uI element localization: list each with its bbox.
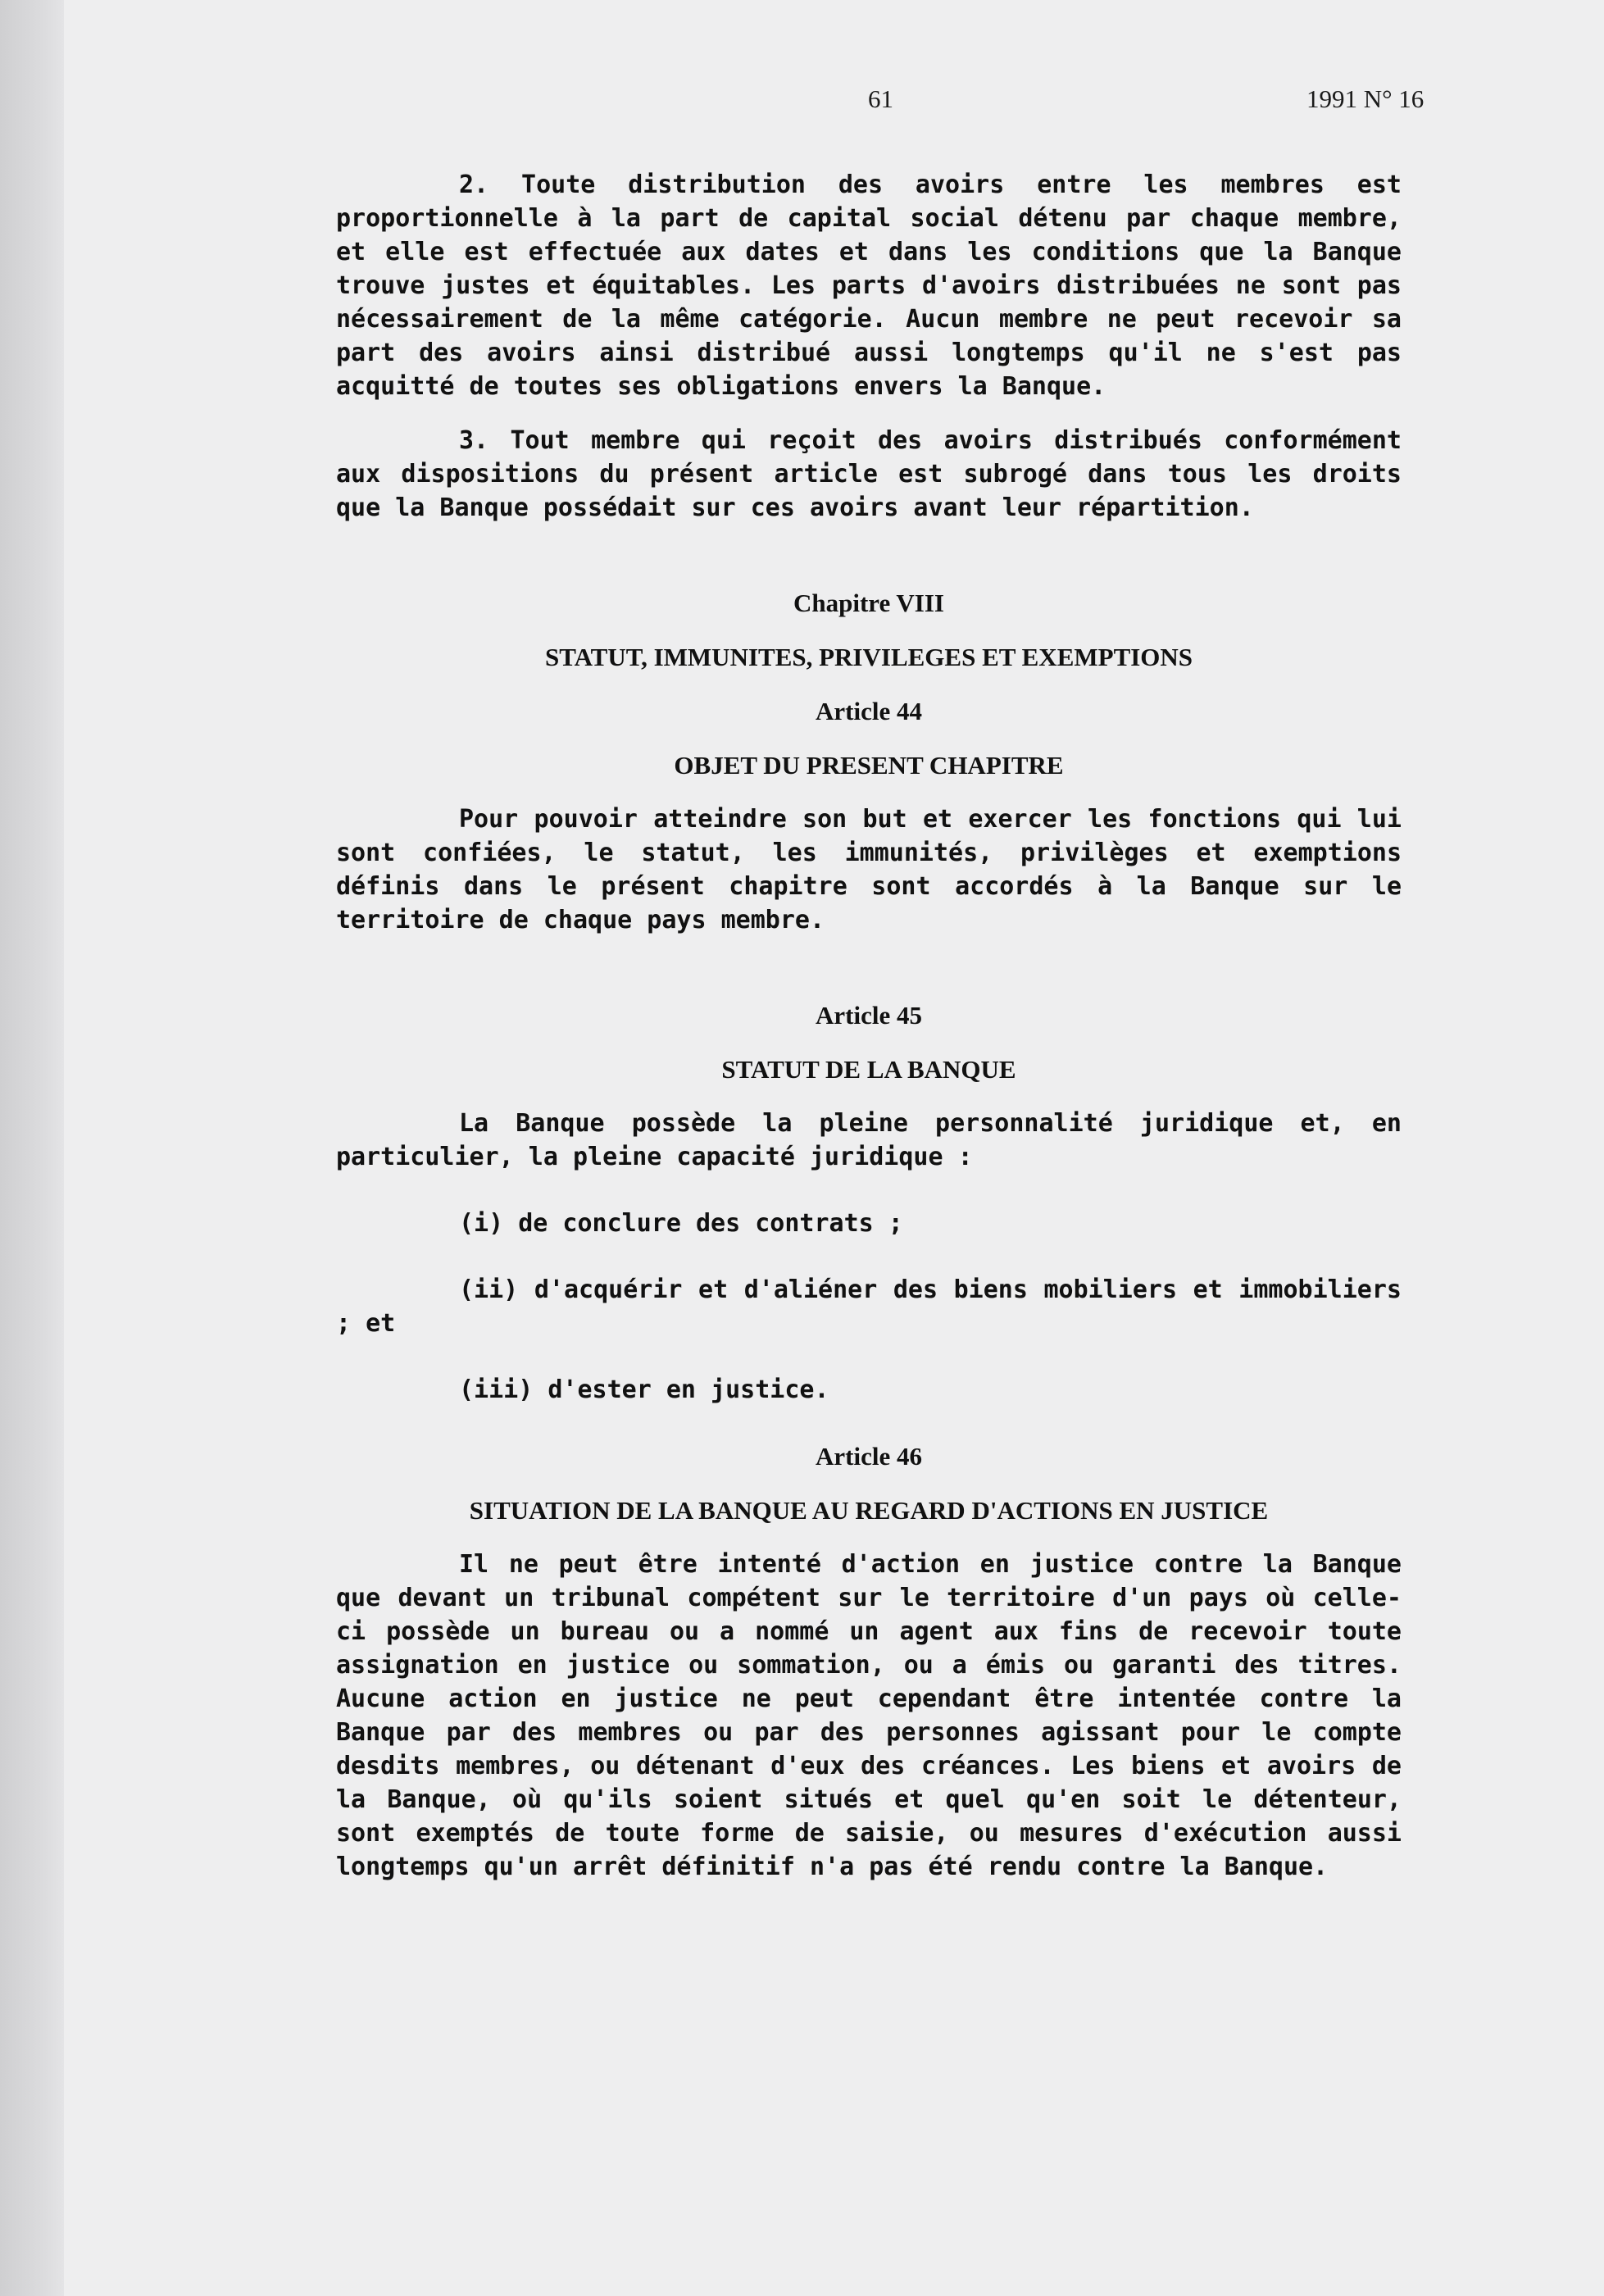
journal-reference: 1991 N° 16 <box>1306 84 1425 113</box>
article-45-intro: La Banque possède la pleine personnalité juridique et, en particulier, la pleine capacité juridique : <box>336 1109 1402 1171</box>
chapter-subtitle: STATUT, IMMUNITES, PRIVILEGES ET EXEMPTIONS <box>544 643 1193 671</box>
document-body <box>336 168 1402 1884</box>
article-46-subtitle: SITUATION DE LA BANQUE AU REGARD D'ACTIONS EN JUSTICE <box>469 1496 1269 1525</box>
article-44-title: Article 44 <box>816 697 922 725</box>
article-45-item-1: (i) de conclure des contrats ; <box>459 1209 903 1238</box>
article-44-text: Pour pouvoir atteindre son but et exercer les fonctions qui lui sont confiées, le statut, les immunités, privilèges et exemptions définis dans le présent chapitre sont accordés à la Banque sur le territoire de chaque pays membre. <box>336 805 1402 934</box>
paragraph-3: 3. Tout membre qui reçoit des avoirs distribués conformément aux dispositions du présent article est subrogé dans tous les droits que la Banque possédait sur ces avoirs avant leur répartition. <box>336 426 1402 522</box>
chapter-title: Chapitre VIII <box>793 589 945 617</box>
article-44-subtitle: OBJET DU PRESENT CHAPITRE <box>674 751 1064 780</box>
article-45-title: Article 45 <box>816 1001 922 1030</box>
article-45-item-3: (iii) d'ester en justice. <box>459 1375 829 1404</box>
paragraph-2: 2. Toute distribution des avoirs entre les membres est proportionnelle à la part de capital social détenu par chaque membre, et elle est effectuée aux dates et dans les conditions que la Banque trouve justes et équitables. Les parts d'avoirs distribuées ne sont pas nécessairement de la même catégorie. Aucun membre ne peut recevoir sa part des avoirs ainsi distribué aussi longtemps qu'il ne s'est pas acquitté de toutes ses obligations envers la Banque. <box>336 170 1402 401</box>
article-45-subtitle: STATUT DE LA BANQUE <box>721 1055 1016 1084</box>
article-45-item-2: (ii) d'acquérir et d'aliéner des biens mobiliers et immobiliers ; et <box>336 1275 1402 1338</box>
page-number: 61 <box>868 84 893 113</box>
article-46-text: Il ne peut être intenté d'action en justice contre la Banque que devant un tribunal compétent sur le territoire d'un pays où celle-ci possède un bureau ou a nommé un agent aux fins de recevoir toute assignation en justice ou sommation, ou a émis ou garanti des titres. Aucune action en justice ne peut cependant être intentée contre la Banque par des membres ou par des personnes agissant pour le compte desdits membres, ou détenant d'eux des créances. Les biens et avoirs de la Banque, où qu'ils soient situés et quel qu'en soit le détenteur, sont exemptés de toute forme de saisie, ou mesures d'exécution aussi longtemps qu'un arrêt définitif n'a pas été rendu contre la Banque. <box>336 1550 1402 1881</box>
article-46-title: Article 46 <box>816 1442 922 1471</box>
page-binding-edge <box>0 0 64 2296</box>
